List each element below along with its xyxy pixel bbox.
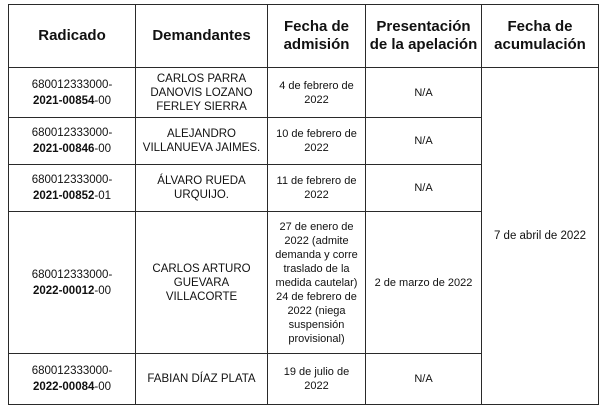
table-header-row <box>9 5 599 68</box>
radicado-suffix: -00 <box>94 94 112 107</box>
radicado-suffix: -00 <box>94 143 112 155</box>
radicado-prefix: 680012333000- <box>31 127 113 139</box>
radicado-number: 2021-00846 <box>32 143 95 155</box>
fecha-admision-cell: 19 de julio de 2022 <box>268 354 366 405</box>
header-radicado: Radicado <box>9 5 136 68</box>
radicado-suffix: -00 <box>94 381 112 393</box>
presentacion-cell: N/A <box>366 354 482 405</box>
demandantes-cell: CARLOS ARTURO GUEVARA VILLACORTE <box>136 212 268 354</box>
presentacion-cell: N/A <box>366 118 482 165</box>
table-row <box>9 68 599 118</box>
radicado-cell <box>9 165 136 212</box>
fecha-admision-cell: 27 de enero de 2022 (admite demanda y corre traslado de la medida cautelar) 24 de febrero de 2022 (niega suspensión provisional) <box>268 212 366 354</box>
demandantes-cell: FABIAN DÍAZ PLATA <box>136 354 268 405</box>
radicado-number: 2022-00084 <box>32 381 95 393</box>
fecha-admision-cell: 4 de febrero de 2022 <box>268 68 366 118</box>
radicado-number: 2021-00852 <box>32 190 95 202</box>
header-presentacion-apelacion: Presentación de la apelación <box>366 5 482 68</box>
demandantes-cell: ALEJANDRO VILLANUEVA JAIMES. <box>136 118 268 165</box>
header-fecha-acumulacion: Fecha de acumulación <box>482 5 599 68</box>
radicado-cell <box>9 212 136 354</box>
radicado-cell <box>9 354 136 405</box>
presentacion-cell: N/A <box>366 68 482 118</box>
radicado-prefix: 680012333000- <box>31 174 113 186</box>
presentacion-cell: N/A <box>366 165 482 212</box>
fecha-admision-cell: 10 de febrero de 2022 <box>268 118 366 165</box>
radicado-cell <box>9 118 136 165</box>
radicado-prefix: 680012333000- <box>31 365 113 377</box>
demandantes-cell: ÁLVARO RUEDA URQUIJO. <box>136 165 268 212</box>
radicado-suffix: -00 <box>94 284 112 297</box>
fecha-admision-cell: 11 de febrero de 2022 <box>268 165 366 212</box>
demandantes-cell: CARLOS PARRA DANOVIS LOZANO FERLEY SIERRA <box>136 68 268 118</box>
accumulation-table <box>8 4 599 405</box>
header-fecha-admision: Fecha de admisión <box>268 5 366 68</box>
radicado-number: 2021-00854 <box>32 94 95 107</box>
radicado-suffix: -01 <box>94 190 112 202</box>
presentacion-cell: 2 de marzo de 2022 <box>366 212 482 354</box>
radicado-prefix: 680012333000- <box>31 78 113 91</box>
header-demandantes: Demandantes <box>136 5 268 68</box>
radicado-cell <box>9 68 136 118</box>
radicado-prefix: 680012333000- <box>31 268 113 281</box>
radicado-number: 2022-00012 <box>32 284 95 297</box>
fecha-acumulacion-cell: 7 de abril de 2022 <box>482 68 599 405</box>
